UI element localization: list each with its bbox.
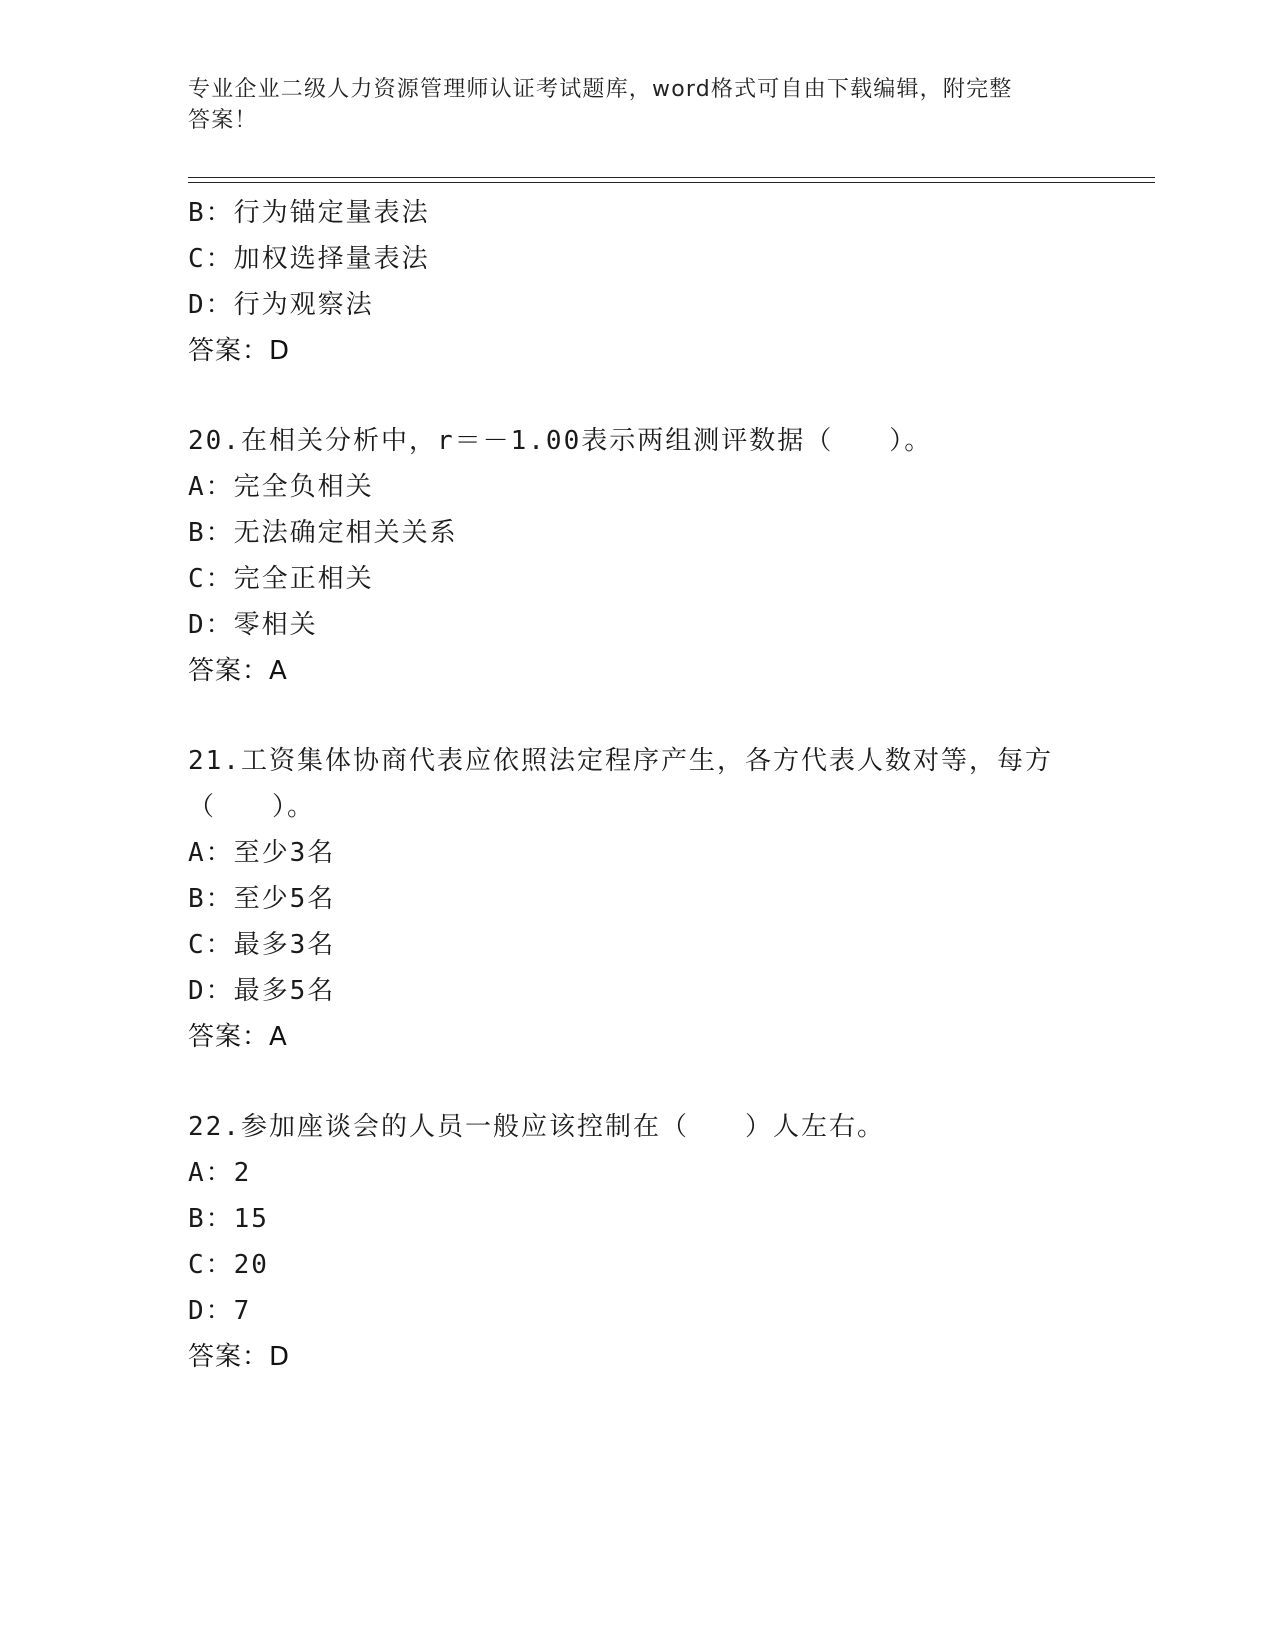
question-text: 20.在相关分析中，r＝－1.00表示两组测评数据（ ）。 [188,426,933,456]
answer: 答案：D [188,336,291,366]
option-c: C：最多3名 [188,930,336,960]
question-text: 22.参加座谈会的人员一般应该控制在（ ）人左右。 [188,1112,885,1142]
option-d: D：行为观察法 [188,290,374,320]
answer: 答案：D [188,1342,291,1372]
question-text-line-2: （ ）。 [188,792,316,822]
option-a: A：至少3名 [188,838,336,868]
option-b: B：至少5名 [188,884,336,914]
spacer [188,1060,1088,1104]
header-line-1: 专业企业二级人力资源管理师认证考试题库，word格式可自由下载编辑，附完整 [188,77,1013,102]
header-line-2: 答案！ [188,108,258,133]
option-c: C：完全正相关 [188,564,374,594]
question-21 [188,738,1088,1060]
question-list [188,190,1088,1380]
answer: 答案：A [188,1022,288,1052]
option-a: A：2 [188,1158,252,1188]
question-22 [188,1104,1088,1380]
option-a: A：完全负相关 [188,472,374,502]
document-header [188,74,1068,136]
option-d: D：最多5名 [188,976,336,1006]
answer: 答案：A [188,656,288,686]
option-b: B：无法确定相关关系 [188,518,458,548]
spacer [188,374,1088,418]
header-divider-bottom [188,182,1155,183]
option-d: D：零相关 [188,610,318,640]
option-c: C：加权选择量表法 [188,244,430,274]
question-20 [188,418,1088,694]
option-d: D：7 [188,1296,252,1326]
spacer [188,694,1088,738]
question-19-tail [188,190,1088,374]
header-divider-top [188,177,1155,178]
option-c: C：20 [188,1250,269,1280]
option-b: B：行为锚定量表法 [188,198,430,228]
option-b: B：15 [188,1204,269,1234]
question-text-line-1: 21.工资集体协商代表应依照法定程序产生，各方代表人数对等，每方 [188,746,1053,776]
